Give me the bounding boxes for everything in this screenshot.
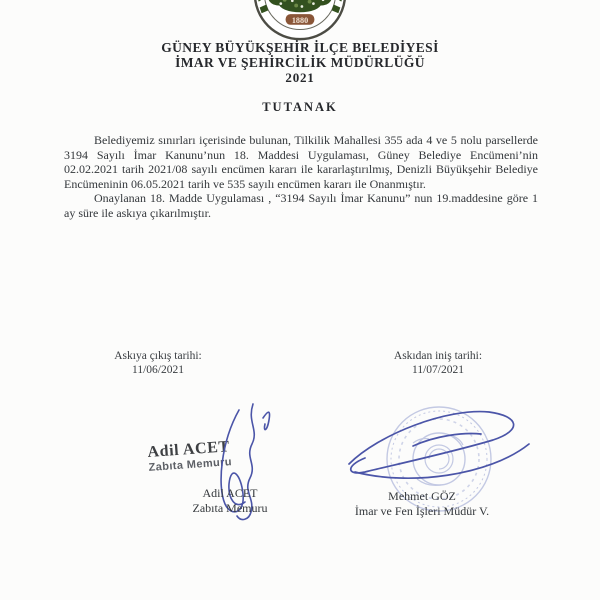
left-stamp-title: Zabıta Memuru	[148, 456, 233, 474]
removal-date-label: Askıdan iniş tarihi:	[393, 350, 483, 362]
left-name-stamp	[147, 438, 232, 474]
left-signatory	[168, 486, 292, 515]
letterhead	[0, 41, 600, 85]
seal-icon	[252, 0, 348, 42]
right-signatory	[332, 489, 512, 518]
right-signature-ink	[343, 400, 541, 488]
posting-date-value: 11/06/2021	[132, 364, 184, 376]
left-stamp-name: Adil ACET	[147, 438, 231, 461]
removal-date-block	[362, 349, 514, 377]
letterhead-year: 2021	[285, 69, 315, 85]
municipal-seal-logo	[252, 0, 348, 42]
org-name-line2: İMAR VE ŞEHİRCİLİK MÜDÜRLÜĞÜ	[175, 54, 425, 70]
document-body	[64, 133, 538, 221]
left-signatory-name: Adil ACET	[202, 486, 258, 500]
document-title: TUTANAK	[262, 100, 338, 114]
right-signatory-title: İmar ve Fen İşleri Müdür V.	[354, 503, 490, 518]
posting-date-block	[82, 349, 234, 377]
right-signatory-name: Mehmet GÖZ	[388, 489, 456, 503]
left-signatory-title: Zabıta Memuru	[192, 500, 268, 515]
removal-date-value: 11/07/2021	[412, 364, 464, 376]
seal-year-text: 1880	[291, 15, 309, 25]
posting-date-label: Askıya çıkış tarihi:	[114, 350, 202, 362]
body-paragraph-1: Belediyemiz sınırları içerisinde bulunan, Tilkilik Mahallesi 355 ada 4 ve 5 nolu parsellerde 3194 Sayılı İmar Kanunu’nun 18. Maddesi Uygulaması, Güney Belediye Encümeni’nin 02.02.2021 tarih 2021/08 sayılı encümen kararı ile kararlaştırılmış, Denizli Büyükşehir Belediye Encümeninin 06.05.2021 tarih ve 535 sayılı encümen kararı ile Onanmıştır.	[64, 133, 538, 191]
body-paragraph-2: Onaylanan 18. Madde Uygulaması , “3194 Sayılı İmar Kanunu” nun 19.maddesine göre 1 ay süre ile askıya çıkarılmıştır.	[64, 191, 538, 220]
org-name-line1: GÜNEY BÜYÜKŞEHİR İLÇE BELEDİYESİ	[161, 40, 439, 55]
